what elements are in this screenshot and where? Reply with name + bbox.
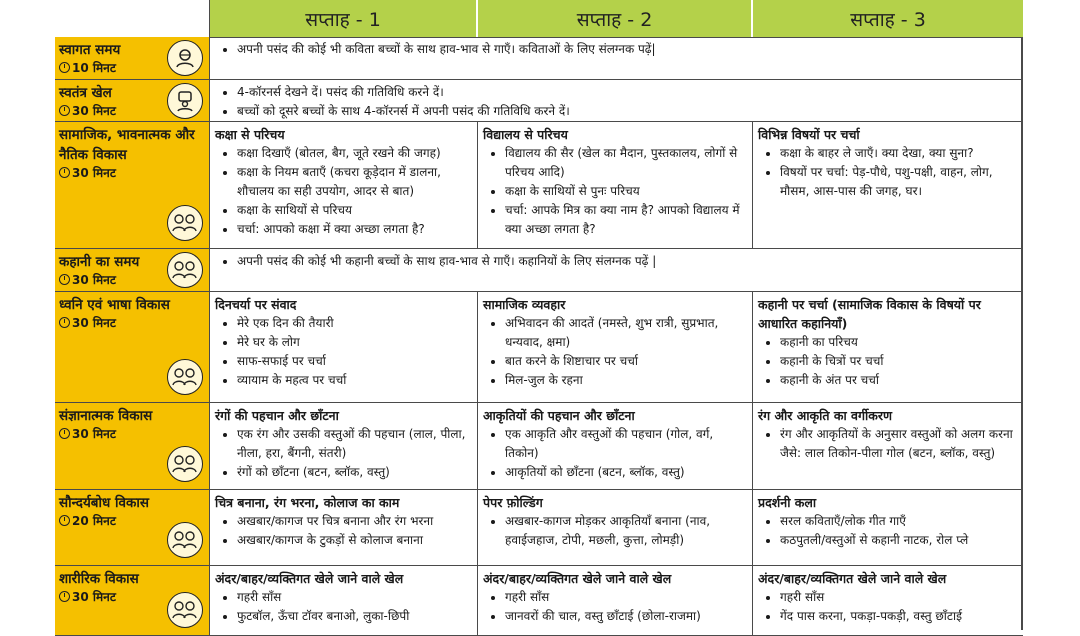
list-item: • बच्चों को दूसरे बच्चों के साथ 4-कॉरनर्स में अपनी पसंद की गतिविधि करने दें। <box>237 102 1018 121</box>
list-item: • 4-कॉरनर्स देखने दें। पसंद की गतिविधि करने दें। <box>237 83 1018 102</box>
item-list <box>758 425 1018 463</box>
duration-text: 30 मिनट <box>72 427 116 441</box>
group-children-icon <box>167 205 203 241</box>
group-children-icon <box>167 359 203 395</box>
list-item: • चर्चा: आपको कक्षा में क्या अच्छा लगता है? <box>237 220 472 239</box>
list-item: • कहानी के चित्रों पर चर्चा <box>780 352 1018 371</box>
cell-subtitle: विद्यालय से परिचय <box>483 127 568 142</box>
cell-subtitle: विभिन्न विषयों पर चर्चा <box>758 127 860 142</box>
item-list <box>215 425 472 482</box>
week-header-2: सप्ताह - 2 <box>478 0 753 37</box>
item-list <box>483 588 747 626</box>
list-item: • कहानी के अंत पर चर्चा <box>780 371 1018 390</box>
week-2-cell <box>478 403 753 489</box>
activity-duration <box>59 315 205 331</box>
list-item: • गेंद पास करना, पकड़ा-पकड़ी, वस्तु छाँटाई <box>780 607 1018 626</box>
activity-label-cell <box>55 122 210 248</box>
list-item: • व्यायाम के महत्व पर चर्चा <box>237 371 472 390</box>
list-item: • कठपुतली/वस्तुओं से कहानी नाटक, रोल प्ले <box>780 531 1018 550</box>
week-1-cell <box>210 566 478 635</box>
group-children-icon <box>167 522 203 558</box>
activity-title: संज्ञानात्मक विकास <box>59 408 153 424</box>
list-item: • गहरी साँस <box>237 588 472 607</box>
cell-subtitle: पेपर फ़ोल्डिंग <box>483 495 543 510</box>
cell-subtitle: दिनचर्या पर संवाद <box>215 297 297 312</box>
activity-row <box>55 566 1023 636</box>
list-item: • कक्षा के साथियों से पुनः परिचय <box>505 182 747 201</box>
activity-row <box>55 403 1023 490</box>
cell-subtitle: रंग और आकृति का वर्गीकरण <box>758 408 893 423</box>
cell-subtitle: कक्षा से परिचय <box>215 127 285 142</box>
list-item: • अभिवादन की आदतें (नमस्ते, शुभ रात्री, सुप्रभात, धन्यवाद, क्षमा) <box>505 314 747 352</box>
duration-text: 30 मिनट <box>72 166 116 180</box>
activity-title: स्वतंत्र खेल <box>59 85 112 101</box>
week-3-cell <box>753 122 1023 248</box>
cell-subtitle: आकृतियों की पहचान और छाँटना <box>483 408 635 423</box>
activity-row <box>55 490 1023 566</box>
list-item: • साफ-सफाई पर चर्चा <box>237 352 472 371</box>
duration-text: 30 मिनट <box>72 316 116 330</box>
list-item: • सरल कविताएँ/लोक गीत गाएँ <box>780 512 1018 531</box>
list-item: • बात करने के शिष्टाचार पर चर्चा <box>505 352 747 371</box>
cell-subtitle: अंदर/बाहर/व्यक्तिगत खेले जाने वाले खेल <box>483 571 672 586</box>
list-item: • गहरी साँस <box>505 588 747 607</box>
list-item: • कहानी का परिचय <box>780 333 1018 352</box>
duration-text: 30 मिनट <box>72 590 116 604</box>
duration-text: 10 मिनट <box>72 61 116 75</box>
activity-all-weeks-cell <box>210 37 1023 79</box>
cell-subtitle: रंगों की पहचान और छाँटना <box>215 408 339 423</box>
clock-icon <box>59 515 70 526</box>
item-list <box>758 333 1018 390</box>
cell-subtitle: अंदर/बाहर/व्यक्तिगत खेले जाने वाले खेल <box>758 571 947 586</box>
list-item: • कक्षा दिखाएँ (बोतल, बैग, जूते रखने की जगह) <box>237 144 472 163</box>
item-list <box>215 40 1018 59</box>
list-item: • फुटबॉल, ऊँचा टॉवर बनाओ, लुका-छिपी <box>237 607 472 626</box>
week-2-cell <box>478 122 753 248</box>
clock-icon <box>59 274 70 285</box>
list-item: • अखबार/कागज पर चित्र बनाना और रंग भरना <box>237 512 472 531</box>
list-item: • कक्षा के नियम बताएँ (कचरा कूड़ेदान में डालना, शौचालय का सही उपयोग, आदर से बात) <box>237 163 472 201</box>
list-item: • रंग और आकृतियों के अनुसार वस्तुओं को अलग करना जैसे: लाल तिकोन-पीला गोल (बटन, ब्लॉक, वस्तु) <box>780 425 1018 463</box>
week-header-row <box>55 0 1023 38</box>
item-list <box>215 252 1018 271</box>
cell-subtitle: कहानी पर चर्चा (सामाजिक विकास के विषयों पर आधारित कहानियाँ) <box>758 297 981 331</box>
activity-title: सौन्दर्यबोध विकास <box>59 495 149 511</box>
item-list <box>483 314 747 390</box>
item-list <box>483 144 747 239</box>
week-header-1: सप्ताह - 1 <box>210 0 478 37</box>
activity-label-cell <box>55 566 210 635</box>
week-2-cell <box>478 490 753 565</box>
item-list <box>215 144 472 239</box>
activity-row <box>55 80 1023 122</box>
item-list <box>215 588 472 626</box>
duration-text: 20 मिनट <box>72 514 116 528</box>
list-item: • कक्षा के बाहर ले जाएँ। क्या देखा, क्या सुना? <box>780 144 1018 163</box>
item-list <box>483 512 747 550</box>
item-list <box>215 314 472 390</box>
list-item: • अपनी पसंद की कोई भी कहानी बच्चों के साथ हाव-भाव से गाएँ। कहानियों के लिए संलग्नक पढ़ें | <box>237 252 1018 271</box>
list-item: • एक आकृति और वस्तुओं की पहचान (गोल, वर्ग, तिकोन) <box>505 425 747 463</box>
activity-label-cell <box>55 249 210 291</box>
item-list <box>215 83 1018 121</box>
activity-row <box>55 122 1023 249</box>
clock-icon <box>59 105 70 116</box>
duration-text: 30 मिनट <box>72 104 116 118</box>
list-item: • मेरे घर के लोग <box>237 333 472 352</box>
list-item: • रंगों को छाँटना (बटन, ब्लॉक, वस्तु) <box>237 463 472 482</box>
clock-icon <box>59 317 70 328</box>
item-list <box>758 512 1018 550</box>
list-item: • चर्चा: आपके मित्र का क्या नाम है? आपको विद्यालय में क्या अच्छा लगता है? <box>505 201 747 239</box>
item-list <box>758 588 1018 626</box>
week-header-3: सप्ताह - 3 <box>753 0 1023 37</box>
week-2-cell <box>478 292 753 402</box>
list-item: • मिल-जुल के रहना <box>505 371 747 390</box>
clock-icon <box>59 62 70 73</box>
week-1-cell <box>210 403 478 489</box>
activity-duration <box>59 165 205 181</box>
activity-row <box>55 37 1023 80</box>
activity-label-cell <box>55 403 210 489</box>
week-2-cell <box>478 566 753 635</box>
child-play-icon <box>167 83 203 119</box>
list-item: • एक रंग और उसकी वस्तुओं की पहचान (लाल, पीला, नीला, हरा, बैंगनी, संतरी) <box>237 425 472 463</box>
cell-subtitle: चित्र बनाना, रंग भरना, कोलाज का काम <box>215 495 400 510</box>
list-item: • विद्यालय की सैर (खेल का मैदान, पुस्तकालय, लोगों से परिचय आदि) <box>505 144 747 182</box>
group-children-icon <box>167 252 203 288</box>
week-1-cell <box>210 122 478 248</box>
cell-subtitle: प्रदर्शनी कला <box>758 495 817 510</box>
list-item: • गहरी साँस <box>780 588 1018 607</box>
week-3-cell <box>753 490 1023 565</box>
week-1-cell <box>210 292 478 402</box>
activity-title: स्वागत समय <box>59 42 121 58</box>
list-item: • अखबार-कागज मोड़कर आकृतियाँ बनाना (नाव, हवाईजहाज, टोपी, मछली, कुत्ता, लोमड़ी) <box>505 512 747 550</box>
activity-row <box>55 249 1023 292</box>
list-item: • कक्षा के साथियों से परिचय <box>237 201 472 220</box>
item-list <box>758 144 1018 201</box>
activity-all-weeks-cell <box>210 249 1023 291</box>
list-item: • विषयों पर चर्चा: पेड़-पौधे, पशु-पक्षी, वाहन, लोग, मौसम, आस-पास की जगह, घर। <box>780 163 1018 201</box>
week-3-cell <box>753 403 1023 489</box>
header-corner <box>55 0 210 37</box>
activity-duration <box>59 426 205 442</box>
activity-label-cell <box>55 490 210 565</box>
group-children-icon <box>167 446 203 482</box>
week-3-cell <box>753 566 1023 635</box>
clock-icon <box>59 428 70 439</box>
list-item: • अपनी पसंद की कोई भी कविता बच्चों के साथ हाव-भाव से गाएँ। कविताओं के लिए संलग्नक पढ़ें| <box>237 40 1018 59</box>
list-item: • जानवरों की चाल, वस्तु छाँटाई (छोला-राजमा) <box>505 607 747 626</box>
week-1-cell <box>210 490 478 565</box>
cell-subtitle: अंदर/बाहर/व्यक्तिगत खेले जाने वाले खेल <box>215 571 404 586</box>
activity-label-cell <box>55 80 210 121</box>
activity-title: शारीरिक विकास <box>59 571 139 587</box>
list-item: • अखबार/कागज के टुकड़ों से कोलाज बनाना <box>237 531 472 550</box>
activity-label-cell <box>55 37 210 79</box>
group-children-icon <box>167 592 203 628</box>
clock-icon <box>59 167 70 178</box>
activity-title: ध्वनि एवं भाषा विकास <box>59 297 170 313</box>
list-item: • आकृतियों को छाँटना (बटन, ब्लॉक, वस्तु) <box>505 463 747 482</box>
list-item: • मेरे एक दिन की तैयारी <box>237 314 472 333</box>
mask-icon <box>167 40 203 76</box>
activity-title: कहानी का समय <box>59 254 140 270</box>
activity-all-weeks-cell <box>210 80 1023 121</box>
item-list <box>483 425 747 482</box>
activity-row <box>55 292 1023 403</box>
clock-icon <box>59 591 70 602</box>
item-list <box>215 512 472 550</box>
cell-subtitle: सामाजिक व्यवहार <box>483 297 566 312</box>
week-3-cell <box>753 292 1023 402</box>
activity-title: सामाजिक, भावनात्मक और नैतिक विकास <box>59 127 195 163</box>
duration-text: 30 मिनट <box>72 273 116 287</box>
activity-label-cell <box>55 292 210 402</box>
